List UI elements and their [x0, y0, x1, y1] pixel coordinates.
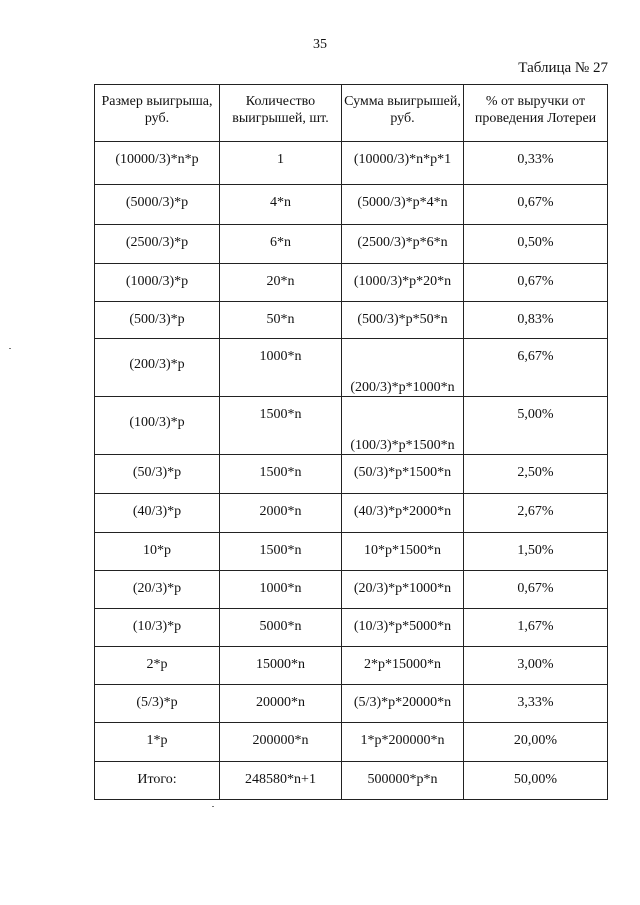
prize-table: [94, 84, 608, 800]
cell-prize-count: 1500*n: [220, 397, 342, 455]
table-row: [95, 142, 608, 185]
cell-prize-size: (10/3)*p: [95, 609, 220, 647]
table-row: [95, 533, 608, 571]
cell-revenue-percent: 0,67%: [464, 185, 608, 225]
cell-revenue-percent: 0,50%: [464, 225, 608, 264]
cell-revenue-percent: 0,33%: [464, 142, 608, 185]
cell-prize-sum: (5000/3)*p*4*n: [342, 185, 464, 225]
cell-prize-sum: (10/3)*p*5000*n: [342, 609, 464, 647]
cell-prize-sum: (1000/3)*p*20*n: [342, 264, 464, 302]
cell-prize-size: (5000/3)*p: [95, 185, 220, 225]
cell-revenue-percent: 0,67%: [464, 571, 608, 609]
cell-revenue-percent: 6,67%: [464, 339, 608, 397]
cell-prize-sum: 1*p*200000*n: [342, 723, 464, 762]
cell-prize-count: 1: [220, 142, 342, 185]
table-row: [95, 494, 608, 533]
cell-prize-size: (40/3)*p: [95, 494, 220, 533]
cell-prize-count: 4*n: [220, 185, 342, 225]
cell-prize-count: 248580*n+1: [220, 762, 342, 800]
cell-prize-size: (20/3)*p: [95, 571, 220, 609]
table-row: [95, 397, 608, 455]
cell-prize-sum: (20/3)*p*1000*n: [342, 571, 464, 609]
table-row: [95, 571, 608, 609]
cell-revenue-percent: 5,00%: [464, 397, 608, 455]
cell-prize-sum: (5/3)*p*20000*n: [342, 685, 464, 723]
cell-revenue-percent: 3,00%: [464, 647, 608, 685]
cell-revenue-percent: 50,00%: [464, 762, 608, 800]
cell-revenue-percent: 0,67%: [464, 264, 608, 302]
cell-revenue-percent: 0,83%: [464, 302, 608, 339]
cell-prize-sum: (2500/3)*p*6*n: [342, 225, 464, 264]
cell-revenue-percent: 20,00%: [464, 723, 608, 762]
table-row: [95, 609, 608, 647]
cell-prize-count: 1500*n: [220, 533, 342, 571]
header-prize-size: Размер выигрыша, руб.: [95, 85, 220, 142]
cell-prize-size: (100/3)*p: [95, 397, 220, 455]
cell-prize-size: (200/3)*p: [95, 339, 220, 397]
cell-prize-count: 2000*n: [220, 494, 342, 533]
cell-revenue-percent: 3,33%: [464, 685, 608, 723]
cell-prize-size: 10*p: [95, 533, 220, 571]
header-prize-count: Количество выигрышей, шт.: [220, 85, 342, 142]
cell-revenue-percent: 2,50%: [464, 455, 608, 494]
table-caption: Таблица № 27: [518, 60, 608, 76]
cell-prize-count: 6*n: [220, 225, 342, 264]
table-header-row: [95, 85, 608, 142]
cell-prize-count: 20000*n: [220, 685, 342, 723]
cell-prize-sum: (10000/3)*n*p*1: [342, 142, 464, 185]
cell-revenue-percent: 1,67%: [464, 609, 608, 647]
table-row: [95, 185, 608, 225]
table-row: [95, 302, 608, 339]
total-row: [95, 762, 608, 800]
header-revenue-percent: % от выручки от проведения Лотереи: [464, 85, 608, 142]
table-row: [95, 723, 608, 762]
cell-prize-count: 50*n: [220, 302, 342, 339]
cell-prize-count: 1500*n: [220, 455, 342, 494]
table-row: [95, 455, 608, 494]
cell-prize-count: 200000*n: [220, 723, 342, 762]
cell-prize-size: (2500/3)*p: [95, 225, 220, 264]
cell-revenue-percent: 2,67%: [464, 494, 608, 533]
cell-prize-size: (5/3)*p: [95, 685, 220, 723]
cell-prize-sum: 2*p*15000*n: [342, 647, 464, 685]
cell-prize-size: Итого:: [95, 762, 220, 800]
cell-prize-size: (1000/3)*p: [95, 264, 220, 302]
table-row: [95, 225, 608, 264]
cell-prize-size: 1*p: [95, 723, 220, 762]
cell-prize-count: 1000*n: [220, 571, 342, 609]
cell-prize-size: (500/3)*p: [95, 302, 220, 339]
cell-prize-size: (50/3)*p: [95, 455, 220, 494]
cell-prize-count: 5000*n: [220, 609, 342, 647]
cell-prize-sum: (40/3)*p*2000*n: [342, 494, 464, 533]
cell-prize-size: 2*p: [95, 647, 220, 685]
scan-speck: [212, 806, 214, 807]
cell-prize-sum: 10*p*1500*n: [342, 533, 464, 571]
cell-prize-sum: (500/3)*p*50*n: [342, 302, 464, 339]
cell-prize-sum: (200/3)*p*1000*n: [342, 339, 464, 397]
cell-prize-sum: 500000*p*n: [342, 762, 464, 800]
cell-prize-count: 15000*n: [220, 647, 342, 685]
header-prize-sum: Сумма выигрышей, руб.: [342, 85, 464, 142]
table-row: [95, 339, 608, 397]
cell-prize-count: 1000*n: [220, 339, 342, 397]
cell-prize-sum: (100/3)*p*1500*n: [342, 397, 464, 455]
cell-prize-size: (10000/3)*n*p: [95, 142, 220, 185]
scan-speck: [9, 348, 11, 349]
cell-revenue-percent: 1,50%: [464, 533, 608, 571]
page-number: 35: [313, 37, 327, 52]
table-row: [95, 264, 608, 302]
table-row: [95, 685, 608, 723]
cell-prize-count: 20*n: [220, 264, 342, 302]
table-row: [95, 647, 608, 685]
cell-prize-sum: (50/3)*p*1500*n: [342, 455, 464, 494]
